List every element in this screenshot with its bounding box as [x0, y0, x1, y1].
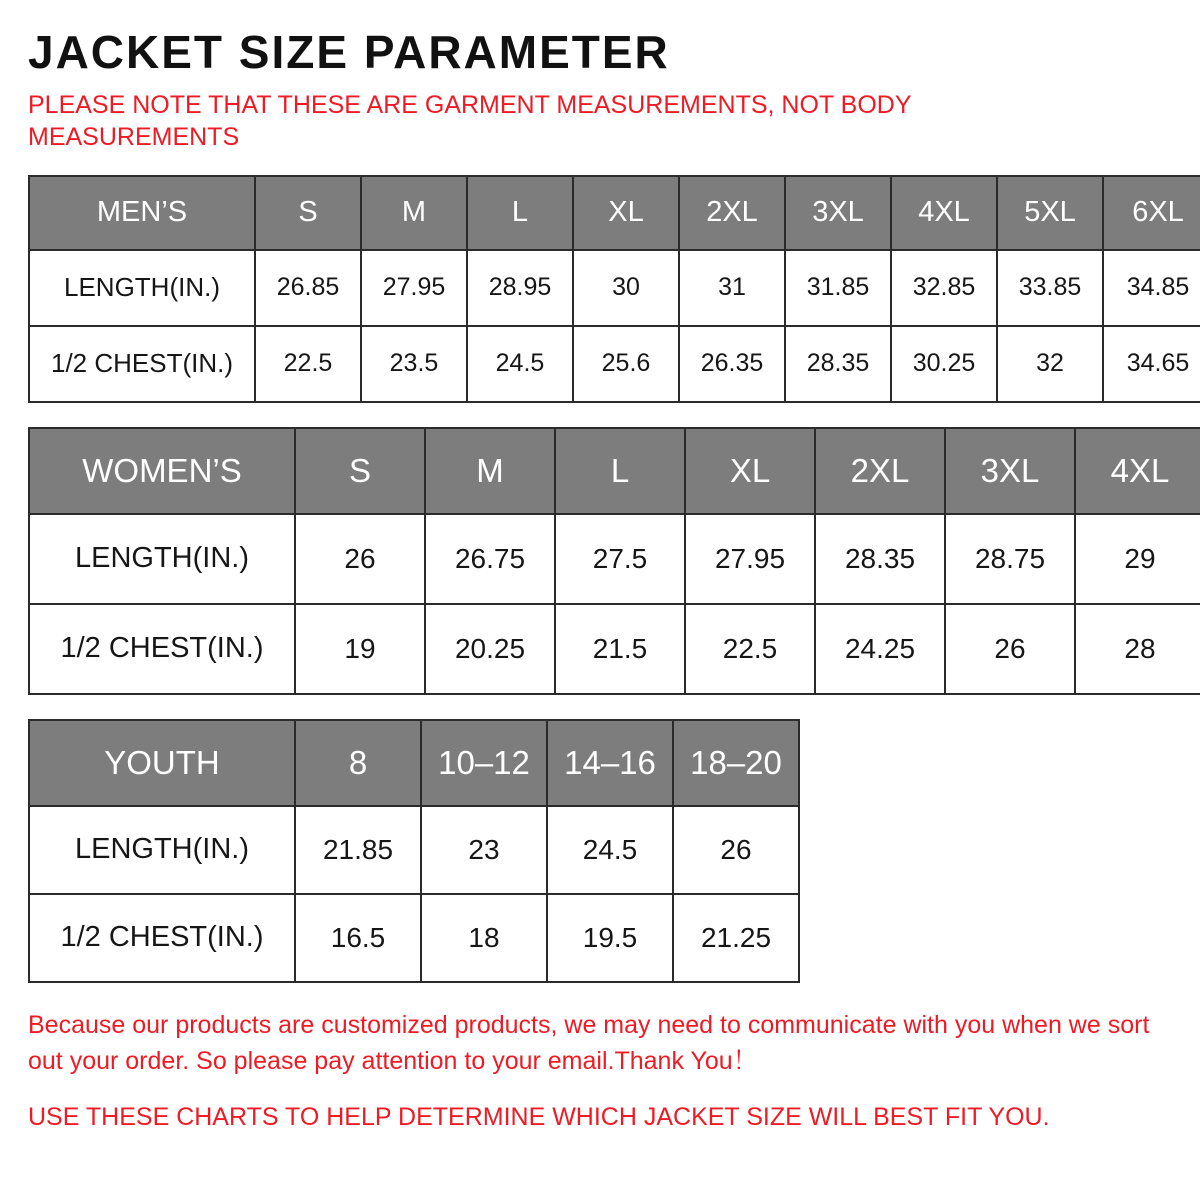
header-cell-3xl: 3XL — [945, 428, 1075, 514]
womens-size-table — [28, 427, 1200, 695]
header-cell-l: L — [467, 176, 573, 250]
page-title: JACKET SIZE PARAMETER — [28, 26, 670, 78]
cell-length-xl: 27.95 — [685, 514, 815, 604]
cell-chest-2xl: 26.35 — [679, 326, 785, 402]
mens-size-table — [28, 175, 1200, 403]
row-label-length: LENGTH(IN.) — [29, 806, 295, 894]
cell-chest-l: 24.5 — [467, 326, 573, 402]
row-label-length: LENGTH(IN.) — [29, 250, 255, 326]
cell-chest-3xl: 26 — [945, 604, 1075, 694]
header-cell-category: MEN’S — [29, 176, 255, 250]
cell-length-l: 27.5 — [555, 514, 685, 604]
cell-length-10-12: 23 — [421, 806, 547, 894]
cell-chest-xl: 25.6 — [573, 326, 679, 402]
header-cell-4xl: 4XL — [891, 176, 997, 250]
table-row — [29, 514, 1200, 604]
footer-customization-note: Because our products are customized products, we may need to communicate with you when we sort out your order. So please pay attention to your email.Thank You！ — [28, 1010, 1150, 1076]
cell-length-4xl: 29 — [1075, 514, 1200, 604]
table-header-row — [29, 720, 799, 806]
cell-chest-s: 22.5 — [255, 326, 361, 402]
cell-chest-8: 16.5 — [295, 894, 421, 982]
cell-length-s: 26 — [295, 514, 425, 604]
cell-length-8: 21.85 — [295, 806, 421, 894]
header-cell-category: WOMEN’S — [29, 428, 295, 514]
cell-length-m: 27.95 — [361, 250, 467, 326]
header-cell-category: YOUTH — [29, 720, 295, 806]
header-cell-2xl: 2XL — [815, 428, 945, 514]
cell-chest-18-20: 21.25 — [673, 894, 799, 982]
cell-length-2xl: 31 — [679, 250, 785, 326]
cell-chest-5xl: 32 — [997, 326, 1103, 402]
cell-chest-14-16: 19.5 — [547, 894, 673, 982]
table-row — [29, 894, 799, 982]
row-label-length: LENGTH(IN.) — [29, 514, 295, 604]
header-cell-5xl: 5XL — [997, 176, 1103, 250]
cell-length-m: 26.75 — [425, 514, 555, 604]
header-cell-8: 8 — [295, 720, 421, 806]
cell-chest-xl: 22.5 — [685, 604, 815, 694]
table-row — [29, 326, 1200, 402]
cell-length-5xl: 33.85 — [997, 250, 1103, 326]
cell-chest-l: 21.5 — [555, 604, 685, 694]
cell-length-xl: 30 — [573, 250, 679, 326]
header-cell-18-20: 18–20 — [673, 720, 799, 806]
header-cell-m: M — [361, 176, 467, 250]
cell-length-14-16: 24.5 — [547, 806, 673, 894]
cell-length-18-20: 26 — [673, 806, 799, 894]
cell-chest-3xl: 28.35 — [785, 326, 891, 402]
cell-chest-s: 19 — [295, 604, 425, 694]
header-cell-4xl: 4XL — [1075, 428, 1200, 514]
cell-length-s: 26.85 — [255, 250, 361, 326]
header-cell-3xl: 3XL — [785, 176, 891, 250]
header-cell-xl: XL — [685, 428, 815, 514]
header-cell-2xl: 2XL — [679, 176, 785, 250]
row-label-half-chest: 1/2 CHEST(IN.) — [29, 326, 255, 402]
cell-chest-m: 23.5 — [361, 326, 467, 402]
table-header-row — [29, 428, 1200, 514]
header-cell-14-16: 14–16 — [547, 720, 673, 806]
table-row — [29, 806, 799, 894]
header-cell-m: M — [425, 428, 555, 514]
header-cell-s: S — [295, 428, 425, 514]
row-label-half-chest: 1/2 CHEST(IN.) — [29, 604, 295, 694]
header-cell-s: S — [255, 176, 361, 250]
footer-chart-usage-note: USE THESE CHARTS TO HELP DETERMINE WHICH JACKET SIZE WILL BEST FIT YOU. — [28, 1103, 1050, 1132]
table-row — [29, 250, 1200, 326]
header-cell-l: L — [555, 428, 685, 514]
cell-chest-4xl: 30.25 — [891, 326, 997, 402]
cell-length-3xl: 28.75 — [945, 514, 1075, 604]
cell-chest-6xl: 34.65 — [1103, 326, 1200, 402]
table-header-row — [29, 176, 1200, 250]
table-row — [29, 604, 1200, 694]
cell-length-4xl: 32.85 — [891, 250, 997, 326]
cell-chest-10-12: 18 — [421, 894, 547, 982]
row-label-half-chest: 1/2 CHEST(IN.) — [29, 894, 295, 982]
garment-measurement-note: PLEASE NOTE THAT THESE ARE GARMENT MEASUREMENTS, NOT BODY MEASUREMENTS — [28, 90, 912, 151]
header-cell-10-12: 10–12 — [421, 720, 547, 806]
cell-chest-2xl: 24.25 — [815, 604, 945, 694]
youth-size-table — [28, 719, 800, 983]
header-cell-6xl: 6XL — [1103, 176, 1200, 250]
cell-length-l: 28.95 — [467, 250, 573, 326]
cell-length-3xl: 31.85 — [785, 250, 891, 326]
header-cell-xl: XL — [573, 176, 679, 250]
cell-chest-m: 20.25 — [425, 604, 555, 694]
cell-length-2xl: 28.35 — [815, 514, 945, 604]
cell-length-6xl: 34.85 — [1103, 250, 1200, 326]
cell-chest-4xl: 28 — [1075, 604, 1200, 694]
footer-notes — [28, 1007, 1168, 1136]
